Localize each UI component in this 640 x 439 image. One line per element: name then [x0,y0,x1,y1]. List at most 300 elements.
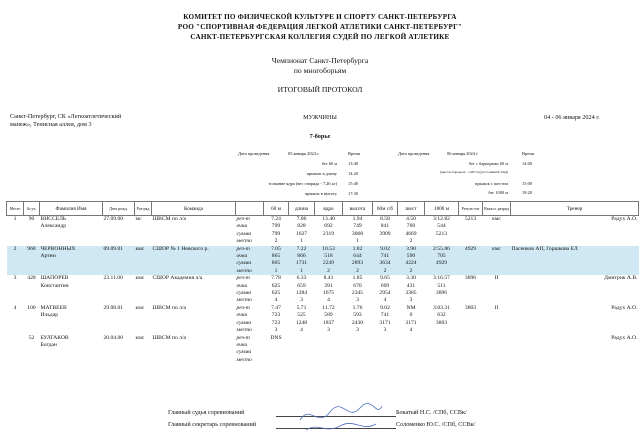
event-value-cell: 6.33 [296,275,307,282]
table-row [7,320,639,327]
event-value-cell: 1731 [289,260,315,267]
event-value-cell: 828 [297,223,306,230]
col-dob: Дата рожд. [103,202,135,216]
col-ev4: высота [343,202,373,216]
coach-cell: Радух А.О. [611,216,638,222]
qual-cell [483,312,511,319]
event-value-cell [343,357,373,364]
place-cell [7,223,24,230]
col-ev1: 60 м [264,202,289,216]
dob-cell: 09.09.01 [103,246,135,253]
table-row [7,290,639,297]
dob-cell [103,238,135,245]
team-cell [152,327,236,334]
table-row [7,238,639,245]
schedule-left-time: 14:20 [348,171,359,176]
total-cell [459,268,483,275]
event-value-cell [315,238,343,245]
event-value-cell: 644 [343,253,373,260]
event-value-cell: 4929 [425,260,459,267]
col-bib: № уч. [24,202,40,216]
qual-cell [483,327,511,334]
event-value-cell: 9.65 [380,275,390,282]
place-cell [7,283,24,290]
table-row [7,283,639,290]
event-value-cell: 2430 [351,319,364,326]
total-cell [459,349,483,356]
row-label: сумма [236,230,252,237]
table-row [7,216,639,224]
bib-cell [24,349,40,356]
table-row [7,246,639,253]
schedule-left-date-label: Дата проведения [238,151,270,156]
place-cell [7,297,24,304]
place-cell: 3 [13,275,17,282]
event-value-cell: 4669 [405,230,417,237]
event-value-cell [398,335,425,342]
event-value-cell: 2 [274,238,278,245]
event-value-cell: 1.94 [352,216,363,222]
team-cell [152,320,236,327]
event-value-cell: 741 [373,253,398,260]
name-cell [40,238,103,245]
qual-cell [483,357,511,364]
event-value-cell: 659 [297,282,306,289]
event-value-cell: 7.05 [264,246,289,253]
event-value-cell: 4 [274,297,278,304]
name-cell [40,320,103,327]
table-row [7,327,639,334]
event-value-cell: 7.78 [271,275,281,282]
event-value-cell [425,238,459,245]
team-cell [152,268,236,275]
table-row [7,268,639,275]
discipline: 7-борье [309,133,331,140]
total-cell [459,223,483,230]
event-value-cell: 11.72 [322,304,335,311]
event-value-cell: 593 [353,312,362,319]
bib-cell [24,290,40,297]
name-cell [40,290,103,297]
col-ev2: длина [289,202,315,216]
event-value-cell: 8.58 [380,216,390,222]
dob-cell: 27.09.00 [103,216,124,222]
coach-cell [511,327,639,334]
surname-cell: ШАПОРЕВ [40,275,69,282]
row-label: место [236,327,252,334]
table-row [7,342,639,349]
table-row [7,357,639,364]
place-cell [7,312,24,319]
row-label: место [236,268,264,275]
event-value-cell: 1.76 [352,304,363,311]
table-row [7,231,639,238]
event-value-cell [289,357,315,364]
col-ev3: ядро [315,202,343,216]
event-value-cell [315,357,343,364]
event-value-cell: 4 [409,327,413,334]
place-cell: 4 [13,304,17,311]
firstname-cell: Ильдар [40,312,59,319]
row-label: сумма [236,319,252,326]
qual-cell: кмс [492,216,501,222]
event-value-cell [343,335,373,342]
qual-cell [483,253,511,260]
event-value-cell [425,342,459,349]
event-value-cell [289,349,315,356]
team-cell [152,231,236,238]
row-label: место [236,356,252,363]
table-row [7,275,639,282]
rank-cell [135,357,152,364]
rank-cell [135,320,152,327]
event-value-cell: 3 [356,327,359,334]
event-value-cell: 5213 [435,230,448,237]
col-ev6: шест [398,202,425,216]
total-cell [459,260,483,267]
bib-cell [24,312,40,319]
event-value-cell: 4 [327,297,330,304]
event-value-cell: 2 [398,268,425,275]
name-cell [40,231,103,238]
schedule-left-item: бег 60 м [321,161,337,166]
col-ev5: 60м с/б [373,202,398,216]
coach-cell [511,238,639,245]
event-value-cell: NM [406,304,416,311]
qual-cell [483,231,511,238]
venue-line-1: Санкт-Петербург, СК «Легкоатлетический [10,113,122,120]
event-value-cell [398,349,425,356]
event-value-cell [264,349,289,356]
schedule-left-time: 13:40 [348,161,359,166]
event-value-cell: 3 [356,297,359,304]
rank-cell [135,223,152,230]
coach-cell [511,223,639,230]
event-value-cell: 3:12.82 [433,216,450,222]
event-value-cell: 3171 [379,319,391,326]
bib-cell: 968 [24,246,40,253]
bib-cell [24,297,40,304]
coach-cell [511,253,639,260]
event-value-cell: 799 [271,223,281,230]
team-cell [152,290,236,297]
qual-cell [483,297,511,304]
event-value-cell [425,297,459,304]
rank-cell [135,312,152,319]
total-cell [459,297,483,304]
coach-cell [511,231,639,238]
place-cell [7,231,24,238]
team-cell [152,312,236,319]
event-value-cell: 3171 [405,319,417,326]
schedule-left-item: прыжок в длину [306,171,337,176]
team-cell: ШВСМ по л/а [152,334,186,341]
event-value-cell: 866 [289,253,315,260]
event-value-cell [425,268,459,275]
name-cell [40,297,103,304]
schedule-right-time: 15:00 [522,181,533,186]
schedule-right-date-label: Дата проведения [398,151,430,156]
schedule-left-time: 17:30 [348,191,359,196]
athlete-block [7,275,639,305]
event-value-cell: 3 [409,297,413,304]
place-cell [7,253,24,260]
team-cell [152,238,236,245]
event-value-cell [289,342,315,349]
event-value-cell: 670 [353,282,362,289]
place-cell [7,268,24,275]
total-cell [459,357,483,364]
total-cell [459,253,483,260]
rank-cell [135,290,152,297]
row-label: очки [236,341,248,348]
schedule-right-item: бег 1000 м [488,190,508,195]
coach-cell: Пасенков АП, Горшкова ЕЛ [511,246,639,253]
col-coach: Тренер [511,202,639,216]
event-value-cell: 4 [300,327,303,334]
event-value-cell: 13.40 [322,216,335,222]
team-cell: СШОР Академия л/а [152,275,203,282]
event-title: Чемпионат Санкт-Петербурга [271,56,369,65]
table-row [7,297,639,304]
table-row [7,349,639,356]
dob-cell [103,283,135,290]
event-value-cell: 841 [380,223,390,230]
event-value-cell [373,357,398,364]
qual-cell [483,268,511,275]
event-value-cell: 609 [380,282,390,289]
surname-cell: ЧЕРВОННЫХ [40,246,103,253]
qual-cell [483,223,511,230]
event-value-cell: 2954 [379,290,391,297]
event-value-cell [264,357,289,364]
table-row [7,305,639,312]
schedule-left-time: 15:40 [348,181,359,186]
total-cell [459,327,483,334]
event-value-cell [289,335,315,342]
row-label: рез-т [236,334,250,341]
bib-cell: 428 [27,275,36,282]
place-cell [7,238,24,245]
team-cell [152,349,236,356]
col-name: Фамилия Имя [40,202,103,216]
protocol-title: ИТОГОВЫЙ ПРОТОКОЛ [277,85,363,94]
event-value-cell: 589 [324,312,333,319]
total-cell [459,312,483,319]
event-value-cell: 865 [264,260,289,267]
event-value-cell: 723 [271,312,281,319]
event-value-cell: 3 [383,327,387,334]
row-label: очки [236,312,248,319]
bib-cell [24,327,40,334]
bib-cell [24,268,40,275]
rank-cell [135,238,152,245]
event-value-cell [315,349,343,356]
col-place: Место [7,202,24,216]
event-value-cell [373,342,398,349]
event-value-cell: 865 [264,253,289,260]
schedule-right-note: (высота барьеров - 1,067 м (расстояния:9,14м)) [440,170,508,174]
col-ev7: 1000 м [425,202,459,216]
coach-cell [511,268,639,275]
coach-cell [511,290,639,297]
total-cell [459,342,483,349]
event-value-cell [343,342,373,349]
place-cell [7,320,24,327]
place-cell [7,260,24,267]
schedule-right-date: 06 января 2024 г. [447,151,479,156]
event-value-cell: 3.90 [398,246,425,253]
event-value-cell: 5.71 [296,304,307,311]
event-value-cell: 3634 [373,260,398,267]
row-label: сумма [236,349,252,356]
dob-cell [103,290,135,297]
schedule-left-item: прыжок в высоту [304,191,337,196]
firstname-cell: Богдан [40,341,57,348]
event-subtitle: по многоборьям [293,66,347,75]
rank-cell [135,260,152,267]
total-cell [459,238,483,245]
dob-cell [103,231,135,238]
qual-cell [483,320,511,327]
name-cell [40,349,103,356]
team-cell [152,297,236,304]
surname-cell: МАТВЕЕВ [40,304,67,311]
event-value-cell: 2319 [322,230,335,237]
event-value-cell: 10.53 [315,246,343,253]
row-label: рез-т [236,304,250,311]
event-value-cell: 1675 [322,290,335,297]
qual-cell [483,290,511,297]
place-cell [7,342,24,349]
event-value-cell: 0 [409,312,413,319]
surname-cell: ВИССЕЛЬ [40,216,67,222]
chief-secretary-label: Главный секретарь соревнований [168,421,257,428]
results-table [6,201,639,364]
dob-cell [103,297,135,304]
row-label: очки [236,253,264,260]
event-value-cell [264,342,289,349]
event-value-cell: 2 [373,268,398,275]
bib-cell: 100 [27,304,36,311]
event-value-cell: 760 [406,223,416,230]
team-cell: ШВСМ по л/а [152,216,186,222]
venue-line-2: манеж», Тенисная аллея, дом 3 [10,121,92,128]
event-value-cell: 431 [406,282,416,289]
coach-cell [511,342,639,349]
col-qual: Выпол. разряд [483,202,511,216]
dob-cell [103,320,135,327]
event-value-cell: 518 [315,253,343,260]
event-value-cell: 3:16.57 [433,275,450,282]
team-cell: ШВСМ по л/а [152,304,186,311]
rank-cell: кмс [135,334,145,341]
place-cell: 2 [7,246,24,253]
row-label: рез-т [236,275,250,282]
dob-cell [103,342,135,349]
event-value-cell [425,327,459,334]
coach-cell [511,297,639,304]
total-cell [459,283,483,290]
total-cell [459,320,483,327]
bib-cell [24,253,40,260]
total-cell: 4929 [459,246,483,253]
event-value-cell: DNS [270,334,282,341]
event-value-cell: 8.41 [323,275,334,282]
event-value-cell: 9.02 [373,246,398,253]
event-value-cell: 2345 [351,290,364,297]
bib-cell [24,342,40,349]
firstname-cell: Константин [40,282,69,289]
event-value-cell: 2 [315,268,343,275]
rank-cell [135,283,152,290]
dob-cell [103,312,135,319]
event-value-cell: 3 [327,327,330,334]
coach-cell [511,312,639,319]
rank-cell: мс [135,216,142,222]
event-value-cell: 391 [324,282,333,289]
dob-cell: 20.04.00 [103,334,124,341]
org-line-3: САНКТ-ПЕТЕРБУРГСКАЯ КОЛЛЕГИЯ СУДЕЙ ПО ЛЕГКОЙ АТЛЕТИКЕ [190,33,450,41]
rank-cell: кмс [135,246,152,253]
event-value-cell: 3803 [435,319,448,326]
qual-cell [483,238,511,245]
qual-cell: II [494,275,499,282]
event-value-cell: 9.02 [380,304,390,311]
row-label: очки [236,282,248,289]
coach-cell [511,260,639,267]
chief-judge-name: Бокатый Н.С. /СПб, ССВк/ [396,409,467,416]
qual-cell [483,260,511,267]
event-value-cell: 2 [409,238,413,245]
team-cell [152,223,236,230]
total-cell [459,335,483,342]
coach-cell: Дмитрик А.В. [604,275,638,282]
schedule-left-time-label: Время [348,151,360,156]
rank-cell [135,297,152,304]
place-cell [7,290,24,297]
coach-cell [511,320,639,327]
rank-cell [135,268,152,275]
coach-cell [511,283,639,290]
place-cell [7,349,24,356]
name-cell [40,357,103,364]
place-cell [7,335,24,342]
qual-cell: II [494,304,499,311]
dob-cell [103,260,135,267]
event-value-cell [315,335,343,342]
table-row [7,260,639,267]
table-row [7,253,639,260]
event-value-cell: 2 [343,268,373,275]
event-value-cell: 1 [300,238,303,245]
event-value-cell [398,342,425,349]
schedule-right-item: бег с барьерами 60 м [468,161,508,166]
coach-cell [511,349,639,356]
chief-judge-label: Главный судья соревнований [168,409,245,416]
event-value-cell: 1837 [322,319,335,326]
team-cell [152,283,236,290]
place-cell [7,357,24,364]
event-value-cell: 544 [437,223,446,230]
org-line-2: РОО "СПОРТИВНАЯ ФЕДЕРАЦИЯ ЛЕГКОЙ АТЛЕТИКИ САНКТ-ПЕТЕРБУРГ" [177,23,463,31]
total-cell: 3803 [464,304,477,311]
event-value-cell: 749 [353,223,362,230]
athlete-block [7,335,639,365]
row-label: очки [236,223,248,230]
competition-dates: 04 - 06 января 2024 г. [544,114,600,121]
event-value-cell [373,335,398,342]
